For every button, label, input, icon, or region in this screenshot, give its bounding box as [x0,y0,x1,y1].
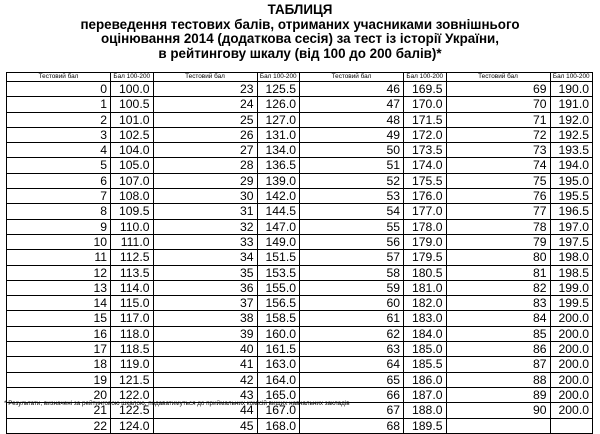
test-score-cell: 22 [7,418,111,433]
table-row [7,250,593,265]
rating-score-cell: 158.5 [257,311,300,326]
test-score-cell: 38 [153,311,257,326]
rating-score-cell: 139.0 [257,173,300,188]
header-rating-score: Бал 100-200 [111,73,154,82]
test-score-cell: 6 [7,173,111,188]
rating-score-cell: 124.0 [111,418,154,433]
rating-score-cell: 147.0 [257,219,300,234]
rating-score-cell: 101.0 [111,112,154,127]
test-score-cell: 30 [153,189,257,204]
rating-score-cell: 131.0 [257,127,300,142]
rating-score-cell: 118.5 [111,342,154,357]
rating-score-cell: 198.0 [550,250,593,265]
test-score-cell: 45 [153,418,257,433]
test-score-cell: 80 [446,250,550,265]
test-score-cell: 66 [300,387,404,402]
rating-score-cell: 110.0 [111,219,154,234]
test-score-cell: 60 [300,296,404,311]
test-score-cell: 46 [300,82,404,97]
rating-score-cell: 195.5 [550,189,593,204]
rating-score-cell: 105.0 [111,158,154,173]
test-score-cell: 33 [153,234,257,249]
test-score-cell: 89 [446,387,550,402]
test-score-cell: 71 [446,112,550,127]
table-row [7,173,593,188]
rating-score-cell: 155.0 [257,280,300,295]
rating-score-cell: 184.0 [404,326,447,341]
rating-score-cell: 194.0 [550,158,593,173]
test-score-cell: 81 [446,265,550,280]
rating-score-cell: 136.5 [257,158,300,173]
test-score-cell: 87 [446,357,550,372]
table-row [7,234,593,249]
test-score-cell: 36 [153,280,257,295]
test-score-cell: 8 [7,204,111,219]
rating-score-cell: 119.0 [111,357,154,372]
test-score-cell: 15 [7,311,111,326]
rating-score-cell: 180.5 [404,265,447,280]
table-row [7,296,593,311]
rating-score-cell: 176.0 [404,189,447,204]
test-score-cell: 63 [300,342,404,357]
table-row [7,265,593,280]
table-row [7,342,593,357]
rating-score-cell: 179.0 [404,234,447,249]
test-score-cell: 39 [153,326,257,341]
test-score-cell: 67 [300,403,404,418]
test-score-cell: 37 [153,296,257,311]
header-test-score: Тестовий бал [7,73,111,82]
test-score-cell: 21 [7,403,111,418]
rating-score-cell: 142.0 [257,189,300,204]
test-score-cell: 75 [446,173,550,188]
test-score-cell: 86 [446,342,550,357]
footnote: * Результати, визначені за рейтинговою шкалою, подаватимуться до приймальних комісій вищих навчальних закладів [4,400,350,407]
title-line-1: ТАБЛИЦЯ [267,2,333,17]
test-score-cell: 10 [7,234,111,249]
test-score-cell: 73 [446,143,550,158]
test-score-cell: 79 [446,234,550,249]
rating-score-cell: 118.0 [111,326,154,341]
test-score-cell: 56 [300,234,404,249]
test-score-cell: 29 [153,173,257,188]
rating-score-cell: 149.0 [257,234,300,249]
rating-score-cell: 200.0 [550,372,593,387]
rating-score-cell: 112.5 [111,250,154,265]
rating-score-cell: 144.5 [257,204,300,219]
test-score-cell: 85 [446,326,550,341]
table-row [7,326,593,341]
rating-score-cell: 121.5 [111,372,154,387]
table-row [7,127,593,142]
rating-score-cell: 189.5 [404,418,447,433]
test-score-cell: 55 [300,219,404,234]
test-score-cell: 28 [153,158,257,173]
test-score-cell [446,418,550,433]
test-score-cell: 74 [446,158,550,173]
test-score-cell: 2 [7,112,111,127]
rating-score-cell: 156.5 [257,296,300,311]
rating-score-cell: 160.0 [257,326,300,341]
rating-score-cell: 179.5 [404,250,447,265]
test-score-cell: 72 [446,127,550,142]
test-score-cell: 51 [300,158,404,173]
rating-score-cell: 181.0 [404,280,447,295]
rating-score-cell: 197.5 [550,234,593,249]
rating-score-cell: 102.5 [111,127,154,142]
test-score-cell: 12 [7,265,111,280]
test-score-cell: 88 [446,372,550,387]
rating-score-cell: 175.5 [404,173,447,188]
rating-score-cell: 183.0 [404,311,447,326]
test-score-cell: 43 [153,387,257,402]
rating-score-cell: 100.5 [111,97,154,112]
test-score-cell: 11 [7,250,111,265]
test-score-cell: 9 [7,219,111,234]
rating-score-cell: 165.0 [257,387,300,402]
rating-score-cell: 187.0 [404,387,447,402]
rating-score-cell: 174.0 [404,158,447,173]
test-score-cell: 84 [446,311,550,326]
test-score-cell: 77 [446,204,550,219]
rating-score-cell: 171.5 [404,112,447,127]
test-score-cell: 90 [446,403,550,418]
test-score-cell: 27 [153,143,257,158]
header-test-score: Тестовий бал [446,73,550,82]
rating-score-cell: 200.0 [550,326,593,341]
test-score-cell: 14 [7,296,111,311]
rating-score-cell: 114.0 [111,280,154,295]
test-score-cell: 5 [7,158,111,173]
rating-score-cell: 185.0 [404,342,447,357]
rating-score-cell: 167.0 [257,403,300,418]
table-row [7,204,593,219]
rating-score-cell: 200.0 [550,311,593,326]
rating-score-cell: 151.5 [257,250,300,265]
header-rating-score: Бал 100-200 [404,73,447,82]
test-score-cell: 42 [153,372,257,387]
test-score-cell: 16 [7,326,111,341]
rating-score-cell: 200.0 [550,357,593,372]
header-test-score: Тестовий бал [153,73,257,82]
header-test-score: Тестовий бал [300,73,404,82]
test-score-cell: 23 [153,82,257,97]
rating-score-cell: 161.5 [257,342,300,357]
rating-score-cell: 125.5 [257,82,300,97]
header-rating-score: Бал 100-200 [550,73,593,82]
test-score-cell: 34 [153,250,257,265]
rating-score-cell: 197.0 [550,219,593,234]
rating-score-cell: 178.0 [404,219,447,234]
test-score-cell: 69 [446,82,550,97]
title-line-2: переведення тестових балів, отриманих учасниками зовнішнього [80,16,520,32]
test-score-cell: 62 [300,326,404,341]
rating-score-cell: 185.5 [404,357,447,372]
rating-score-cell: 195.0 [550,173,593,188]
table-row [7,357,593,372]
rating-score-cell: 104.0 [111,143,154,158]
test-score-cell: 70 [446,97,550,112]
rating-score-cell: 107.0 [111,173,154,188]
rating-score-cell: 126.0 [257,97,300,112]
score-conversion-table [6,72,593,434]
test-score-cell: 31 [153,204,257,219]
rating-score-cell: 192.5 [550,127,593,142]
table-row [7,143,593,158]
rating-score-cell: 163.0 [257,357,300,372]
title-line-4: в рейтингову шкалу (від 100 до 200 балів)* [158,45,442,61]
test-score-cell: 20 [7,387,111,402]
test-score-cell: 59 [300,280,404,295]
rating-score-cell: 170.0 [404,97,447,112]
test-score-cell: 68 [300,418,404,433]
table-row [7,372,593,387]
rating-score-cell: 200.0 [550,342,593,357]
table-row [7,82,593,97]
test-score-cell: 57 [300,250,404,265]
test-score-cell: 41 [153,357,257,372]
test-score-cell: 1 [7,97,111,112]
test-score-cell: 40 [153,342,257,357]
rating-score-cell: 186.0 [404,372,447,387]
rating-score-cell: 100.0 [111,82,154,97]
table-row [7,189,593,204]
rating-score-cell: 198.5 [550,265,593,280]
table-header-row [7,73,593,82]
test-score-cell: 54 [300,204,404,219]
test-score-cell: 32 [153,219,257,234]
test-score-cell: 82 [446,280,550,295]
table-row [7,418,593,433]
rating-score-cell: 196.5 [550,204,593,219]
test-score-cell: 64 [300,357,404,372]
test-score-cell: 47 [300,97,404,112]
test-score-cell: 50 [300,143,404,158]
rating-score-cell: 113.5 [111,265,154,280]
table-row [7,97,593,112]
rating-score-cell: 122.5 [111,403,154,418]
rating-score-cell: 127.0 [257,112,300,127]
rating-score-cell: 111.0 [111,234,154,249]
test-score-cell: 25 [153,112,257,127]
header-rating-score: Бал 100-200 [257,73,300,82]
test-score-cell: 53 [300,189,404,204]
document-title [0,3,600,61]
test-score-cell: 76 [446,189,550,204]
rating-score-cell: 192.0 [550,112,593,127]
rating-score-cell: 172.0 [404,127,447,142]
rating-score-cell: 193.5 [550,143,593,158]
test-score-cell: 0 [7,82,111,97]
table-row [7,158,593,173]
test-score-cell: 44 [153,403,257,418]
rating-score-cell: 200.0 [550,403,593,418]
rating-score-cell: 134.0 [257,143,300,158]
rating-score-cell: 177.0 [404,204,447,219]
rating-score-cell: 153.5 [257,265,300,280]
rating-score-cell: 169.5 [404,82,447,97]
test-score-cell: 48 [300,112,404,127]
table-row [7,112,593,127]
table-row [7,280,593,295]
test-score-cell: 13 [7,280,111,295]
rating-score-cell: 199.0 [550,280,593,295]
test-score-cell: 78 [446,219,550,234]
test-score-cell: 83 [446,296,550,311]
test-score-cell: 7 [7,189,111,204]
rating-score-cell: 109.5 [111,204,154,219]
rating-score-cell: 164.0 [257,372,300,387]
rating-score-cell: 173.5 [404,143,447,158]
test-score-cell: 35 [153,265,257,280]
table-row [7,311,593,326]
rating-score-cell: 122.0 [111,387,154,402]
title-line-3: оцінювання 2014 (додаткова сесія) за тест із історії України, [100,31,500,47]
rating-score-cell: 200.0 [550,387,593,402]
test-score-cell: 52 [300,173,404,188]
test-score-cell: 26 [153,127,257,142]
test-score-cell: 58 [300,265,404,280]
table-row [7,219,593,234]
rating-score-cell: 188.0 [404,403,447,418]
rating-score-cell: 115.0 [111,296,154,311]
rating-score-cell: 190.0 [550,82,593,97]
test-score-cell: 3 [7,127,111,142]
rating-score-cell: 199.5 [550,296,593,311]
rating-score-cell: 117.0 [111,311,154,326]
rating-score-cell: 191.0 [550,97,593,112]
test-score-cell: 24 [153,97,257,112]
test-score-cell: 61 [300,311,404,326]
rating-score-cell: 182.0 [404,296,447,311]
test-score-cell: 4 [7,143,111,158]
rating-score-cell: 168.0 [257,418,300,433]
test-score-cell: 19 [7,372,111,387]
test-score-cell: 65 [300,372,404,387]
rating-score-cell [550,418,593,433]
test-score-cell: 17 [7,342,111,357]
rating-score-cell: 108.0 [111,189,154,204]
test-score-cell: 49 [300,127,404,142]
test-score-cell: 18 [7,357,111,372]
